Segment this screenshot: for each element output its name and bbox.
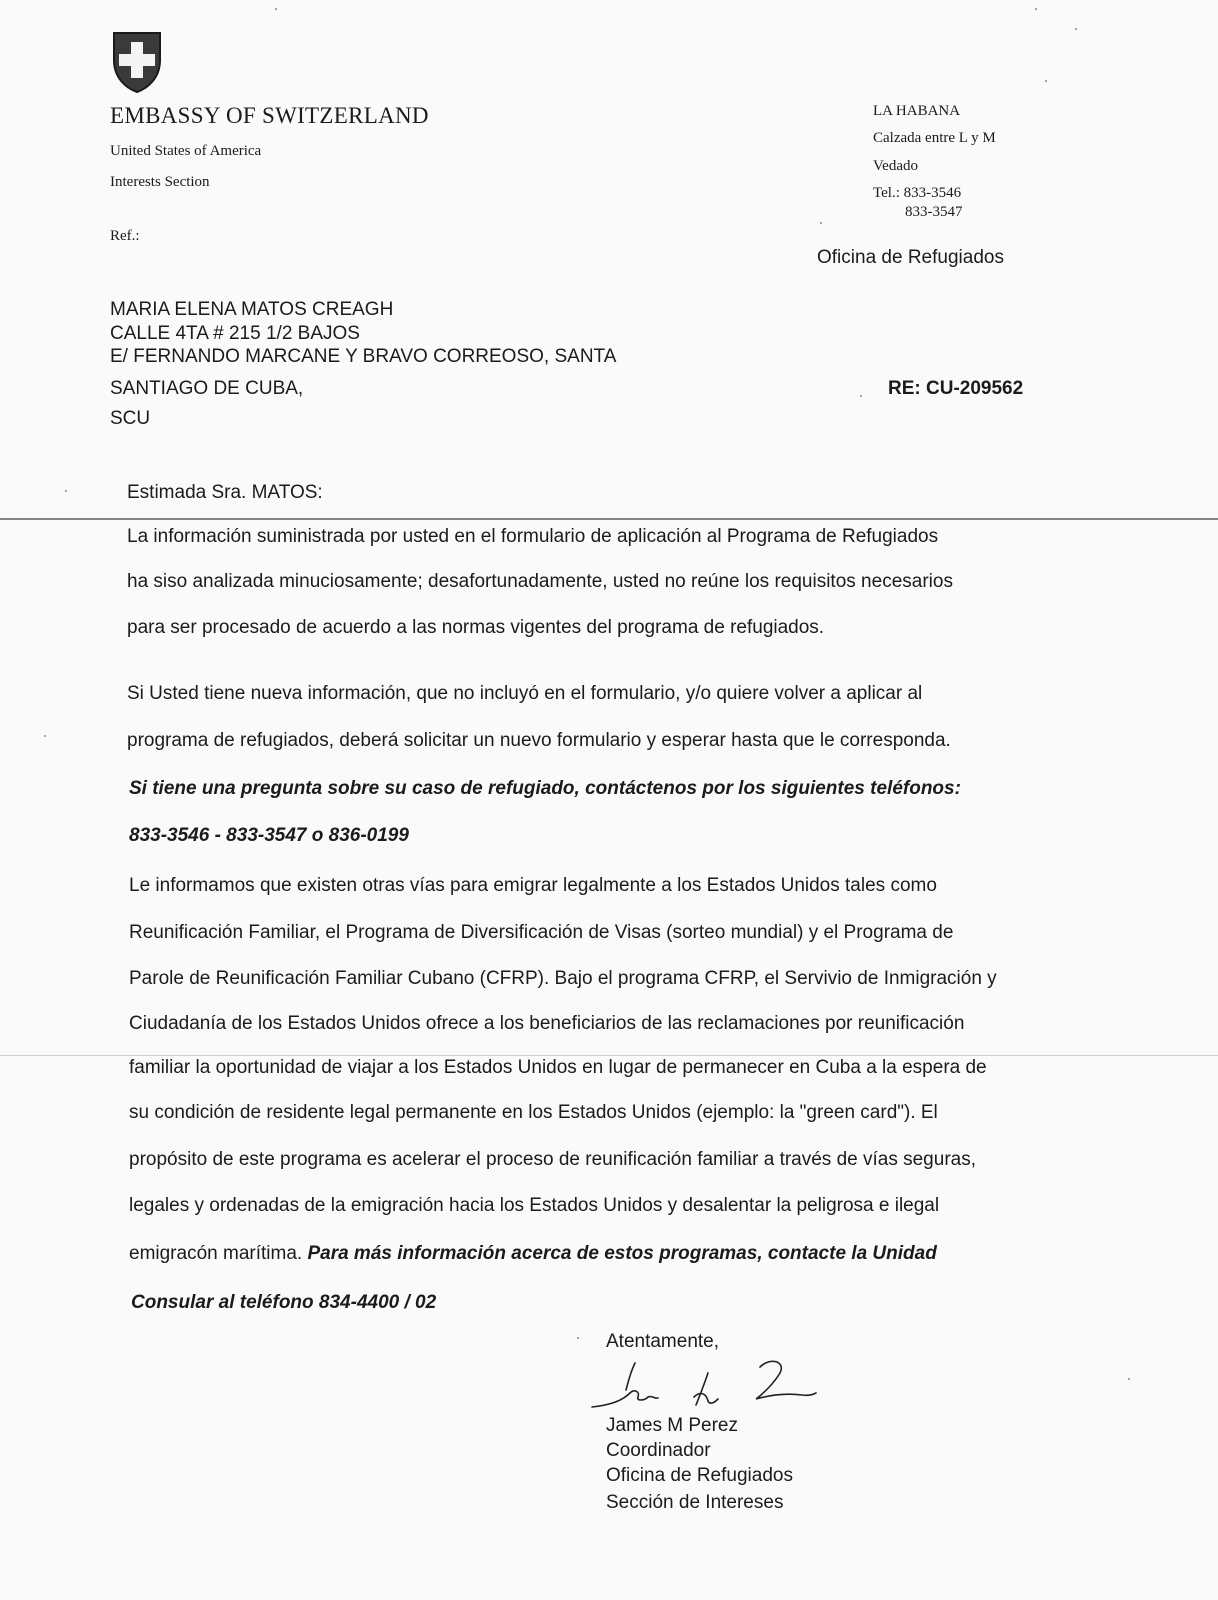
address-district: Vedado (873, 158, 918, 174)
scan-speck (275, 8, 277, 10)
scan-speck (820, 222, 822, 224)
scan-speck (860, 395, 862, 397)
scan-speck (1035, 8, 1037, 10)
scan-speck (577, 1337, 579, 1339)
paragraph-line: propósito de este programa es acelerar el proceso de reunificación familiar a través de vías seguras, (129, 1149, 976, 1170)
fold-line (0, 518, 1218, 520)
case-reference: RE: CU-209562 (888, 378, 1024, 399)
swiss-cross-shield-icon (111, 30, 163, 94)
paragraph-last-line (129, 1243, 937, 1265)
ref-label: Ref.: (110, 228, 140, 244)
recipient-name: MARIA ELENA MATOS CREAGH (110, 299, 394, 320)
paragraph-line: ha siso analizada minuciosamente; desafortunadamente, usted no reúne los requisitos necesarios (127, 571, 953, 592)
scan-speck (1045, 80, 1047, 82)
address-phone-1: Tel.: 833-3546 (873, 185, 962, 201)
scan-speck (44, 735, 46, 737)
recipient-cross-streets: E/ FERNANDO MARCANE Y BRAVO CORREOSO, SANTA (110, 346, 617, 367)
signer-name: James M Perez (606, 1415, 738, 1436)
recipient-city: SANTIAGO DE CUBA, (110, 378, 304, 399)
scan-speck (1128, 1378, 1130, 1380)
paragraph-line: legales y ordenadas de la emigración hacia los Estados Unidos y desalentar la peligrosa e ilegal (129, 1195, 940, 1216)
address-phone-2: 833-3547 (905, 204, 963, 220)
scan-speck (65, 490, 67, 492)
paragraph-line: La información suministrada por usted en el formulario de aplicación al Programa de Refugiados (127, 526, 939, 547)
paragraph-line: Le informamos que existen otras vías para emigrar legalmente a los Estados Unidos tales como (129, 875, 937, 896)
paragraph-line: Si Usted tiene nueva información, que no incluyó en el formulario, y/o quiere volver a aplicar al (127, 683, 923, 704)
paragraph-line: programa de refugiados, deberá solicitar un nuevo formulario y esperar hasta que le corresponda. (127, 730, 951, 751)
paragraph-plain-text: emigracón marítima. (129, 1243, 303, 1264)
consular-phone: Consular al teléfono 834-4400 / 02 (131, 1292, 437, 1313)
paragraph-line: para ser procesado de acuerdo a las normas vigentes del programa de refugiados. (127, 617, 825, 638)
recipient-street: CALLE 4TA # 215 1/2 BAJOS (110, 323, 360, 344)
signer-title: Coordinador (606, 1440, 711, 1461)
scan-speck (1075, 28, 1077, 30)
office-name: Oficina de Refugiados (817, 247, 1004, 268)
more-info-note: Para más información acerca de estos programas, contacte la Unidad (307, 1243, 937, 1264)
paragraph-line: Reunificación Familiar, el Programa de Diversificación de Visas (sorteo mundial) y el Programa de (129, 922, 954, 943)
fold-line-faint (0, 1055, 1218, 1056)
paragraph-line: su condición de residente legal permanente en los Estados Unidos (ejemplo: la "green card"). El (129, 1102, 938, 1123)
signer-section: Sección de Intereses (606, 1492, 784, 1513)
signer-office: Oficina de Refugiados (606, 1465, 793, 1486)
recipient-province: SCU (110, 408, 151, 429)
address-street: Calzada entre L y M (873, 130, 996, 146)
paragraph-line: familiar la oportunidad de viajar a los Estados Unidos en lugar de permanecer en Cuba a la espera de (129, 1057, 987, 1078)
address-city: LA HABANA (873, 103, 961, 119)
paragraph-line: Ciudadanía de los Estados Unidos ofrece a los beneficiarios de las reclamaciones por reunificación (129, 1013, 965, 1034)
contact-phones: 833-3546 - 833-3547 o 836-0199 (129, 825, 409, 846)
valediction: Atentamente, (606, 1331, 720, 1352)
org-section: Interests Section (110, 174, 210, 190)
contact-note: Si tiene una pregunta sobre su caso de refugiado, contáctenos por los siguientes teléfonos: (129, 778, 961, 799)
org-name: EMBASSY OF SWITZERLAND (110, 103, 429, 128)
org-country: United States of America (110, 143, 262, 159)
signature-icon (590, 1355, 820, 1415)
salutation: Estimada Sra. MATOS: (127, 482, 323, 503)
paragraph-line: Parole de Reunificación Familiar Cubano (CFRP). Bajo el programa CFRP, el Servivio de Inmigración y (129, 968, 997, 989)
